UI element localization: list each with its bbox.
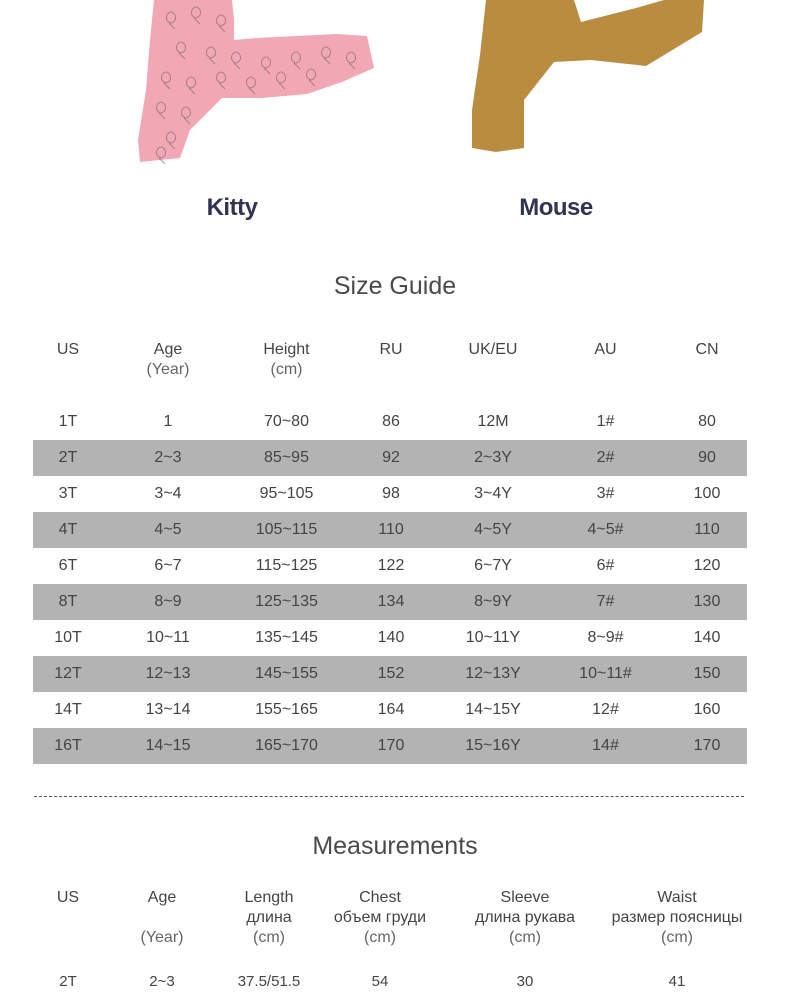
size-cell: 1# xyxy=(596,413,615,430)
size-cell: 115~125 xyxy=(255,557,318,574)
size-header-cell xyxy=(340,330,442,404)
measurements-table xyxy=(33,888,747,994)
measurement-header-label-ru: длина xyxy=(246,909,292,926)
size-header-cell xyxy=(544,330,667,404)
measurement-header-label: Sleeve xyxy=(500,889,550,906)
size-cell: 130 xyxy=(667,584,747,620)
size-cell: 135~145 xyxy=(255,629,318,646)
measurement-header-unit: (Year) xyxy=(140,929,184,946)
product-name-mouse: Mouse xyxy=(519,194,593,221)
product-kitty[interactable] xyxy=(82,0,382,240)
size-header-unit xyxy=(442,360,544,380)
size-cell: 6~7 xyxy=(154,557,182,574)
product-mouse[interactable] xyxy=(406,0,706,240)
measurement-header-label-ru: объем груди xyxy=(333,909,427,926)
size-cell: 3T xyxy=(58,485,78,502)
kitty-leggings-image xyxy=(82,0,382,190)
size-cell: 10T xyxy=(54,629,82,646)
size-cell: 105~115 xyxy=(233,512,340,548)
measurement-header-cell xyxy=(443,888,607,968)
size-header-label: AU xyxy=(594,341,617,358)
size-cell: 7# xyxy=(544,584,667,620)
size-cell: 16T xyxy=(33,728,103,764)
measurement-row xyxy=(33,968,747,994)
size-cell: 4~5Y xyxy=(442,512,544,548)
size-cell: 14# xyxy=(544,728,667,764)
size-row xyxy=(33,620,747,656)
size-header-unit: (Year) xyxy=(146,361,190,378)
size-header-cell xyxy=(442,330,544,404)
size-cell: 140 xyxy=(377,629,405,646)
kitty-leggings-shape xyxy=(138,0,374,162)
measurement-header-unit: (cm) xyxy=(661,929,693,946)
product-images xyxy=(0,0,790,240)
size-cell: 12~13Y xyxy=(442,656,544,692)
size-cell: 2~3 xyxy=(103,440,233,476)
size-header-unit xyxy=(33,360,103,380)
measurement-header-label: Chest xyxy=(359,889,401,906)
measurement-header-label: US xyxy=(56,889,80,906)
measurement-header-unit: (cm) xyxy=(509,929,541,946)
section-divider xyxy=(34,796,744,797)
size-header-label: US xyxy=(56,341,80,358)
product-name-kitty: Kitty xyxy=(206,194,258,221)
size-row xyxy=(33,512,747,548)
size-cell: 120 xyxy=(693,557,721,574)
size-cell: 98 xyxy=(382,485,400,502)
measurement-header-cell xyxy=(607,888,747,968)
measurement-cell: 41 xyxy=(668,972,686,990)
size-cell: 8T xyxy=(33,584,103,620)
size-cell: 8~9 xyxy=(103,584,233,620)
measurements-title: Measurements xyxy=(312,832,478,860)
size-row xyxy=(33,584,747,620)
size-row xyxy=(33,440,747,476)
measurement-cell: 37.5/51.5 xyxy=(237,972,301,990)
size-guide-title: Size Guide xyxy=(333,272,457,300)
measurement-header-unit: (cm) xyxy=(364,929,396,946)
size-header-unit: (cm) xyxy=(270,361,303,378)
size-cell: 100 xyxy=(693,485,721,502)
size-cell: 3~4 xyxy=(154,485,182,502)
measurement-header-unit xyxy=(33,928,103,948)
size-cell: 14~15Y xyxy=(465,701,521,718)
size-header-label: Height xyxy=(263,341,310,358)
size-cell: 92 xyxy=(340,440,442,476)
size-cell: 164 xyxy=(377,701,405,718)
size-cell: 90 xyxy=(667,440,747,476)
measurement-cell: 54 xyxy=(371,972,389,990)
size-cell: 110 xyxy=(667,512,747,548)
size-header-label: CN xyxy=(695,341,719,358)
size-cell: 6# xyxy=(596,557,615,574)
size-cell: 155~165 xyxy=(255,701,318,718)
measurement-header-unit: (cm) xyxy=(253,929,285,946)
measurement-header-cell xyxy=(317,888,443,968)
measurement-header-cell xyxy=(221,888,317,968)
size-cell: 86 xyxy=(382,413,400,430)
size-row xyxy=(33,692,747,728)
size-cell: 122 xyxy=(377,557,405,574)
size-row xyxy=(33,728,747,764)
mouse-leggings-shape xyxy=(472,0,704,152)
size-cell: 15~16Y xyxy=(442,728,544,764)
size-guide-header-row xyxy=(33,330,747,404)
measurements-header-row xyxy=(33,888,747,968)
size-guide-table xyxy=(33,330,747,764)
size-cell: 10~11Y xyxy=(465,629,521,646)
size-header-unit xyxy=(544,360,667,380)
size-row xyxy=(33,548,747,584)
size-cell: 14~15 xyxy=(103,728,233,764)
size-cell: 160 xyxy=(693,701,721,718)
measurement-header-label-ru: размер поясницы xyxy=(611,909,743,926)
measurement-cell: 30 xyxy=(516,972,534,990)
size-cell: 152 xyxy=(340,656,442,692)
size-cell: 4~5 xyxy=(103,512,233,548)
size-cell: 4~5# xyxy=(544,512,667,548)
size-header-unit xyxy=(340,360,442,380)
size-cell: 140 xyxy=(693,629,721,646)
size-cell: 70~80 xyxy=(264,413,309,430)
measurement-header-cell xyxy=(103,888,221,968)
measurement-header-label: Age xyxy=(147,889,177,906)
size-cell: 10~11 xyxy=(146,629,190,646)
size-row xyxy=(33,476,747,512)
measurement-header-label: Waist xyxy=(657,889,697,906)
size-cell: 3# xyxy=(596,485,615,502)
size-cell: 6T xyxy=(58,557,78,574)
size-cell: 165~170 xyxy=(233,728,340,764)
size-cell: 12~13 xyxy=(103,656,233,692)
measurement-cell: 2~3 xyxy=(149,972,175,990)
measurement-header-label-ru xyxy=(33,908,103,928)
size-cell: 12# xyxy=(592,701,619,718)
size-cell: 4T xyxy=(33,512,103,548)
size-cell: 170 xyxy=(667,728,747,764)
size-header-label: UK/EU xyxy=(468,341,518,358)
size-cell: 134 xyxy=(340,584,442,620)
size-cell: 150 xyxy=(667,656,747,692)
size-cell: 110 xyxy=(340,512,442,548)
size-cell: 2T xyxy=(33,440,103,476)
size-header-label: Age xyxy=(153,341,183,358)
size-cell: 2# xyxy=(544,440,667,476)
size-cell: 13~14 xyxy=(145,701,191,718)
measurement-header-label-ru: длина рукава xyxy=(475,909,575,926)
size-cell: 125~135 xyxy=(233,584,340,620)
measurement-cell: 2T xyxy=(59,972,77,990)
size-cell: 12T xyxy=(33,656,103,692)
measurement-header-label: Length xyxy=(244,889,294,906)
size-row xyxy=(33,656,747,692)
size-cell: 6~7Y xyxy=(474,557,512,574)
size-cell: 3~4Y xyxy=(474,485,512,502)
mouse-leggings-image xyxy=(406,0,706,190)
size-cell: 1 xyxy=(163,413,173,430)
measurements-body xyxy=(33,968,747,994)
size-header-cell xyxy=(103,330,233,404)
size-cell: 8~9Y xyxy=(442,584,544,620)
size-cell: 8~9# xyxy=(587,629,624,646)
size-header-label: RU xyxy=(379,341,403,358)
size-guide-body xyxy=(33,404,747,764)
size-cell: 1T xyxy=(58,413,78,430)
size-cell: 145~155 xyxy=(233,656,340,692)
size-header-unit xyxy=(667,360,747,380)
size-cell: 2~3Y xyxy=(442,440,544,476)
size-cell: 10~11# xyxy=(544,656,667,692)
size-cell: 12M xyxy=(477,413,509,430)
size-cell: 170 xyxy=(340,728,442,764)
size-header-cell xyxy=(667,330,747,404)
size-cell: 95~105 xyxy=(259,485,314,502)
size-cell: 80 xyxy=(698,413,716,430)
measurement-header-label-ru xyxy=(103,908,221,928)
size-cell: 85~95 xyxy=(233,440,340,476)
size-row xyxy=(33,404,747,440)
measurement-header-cell xyxy=(33,888,103,968)
size-cell: 14T xyxy=(54,701,82,718)
size-header-cell xyxy=(33,330,103,404)
size-header-cell xyxy=(233,330,340,404)
